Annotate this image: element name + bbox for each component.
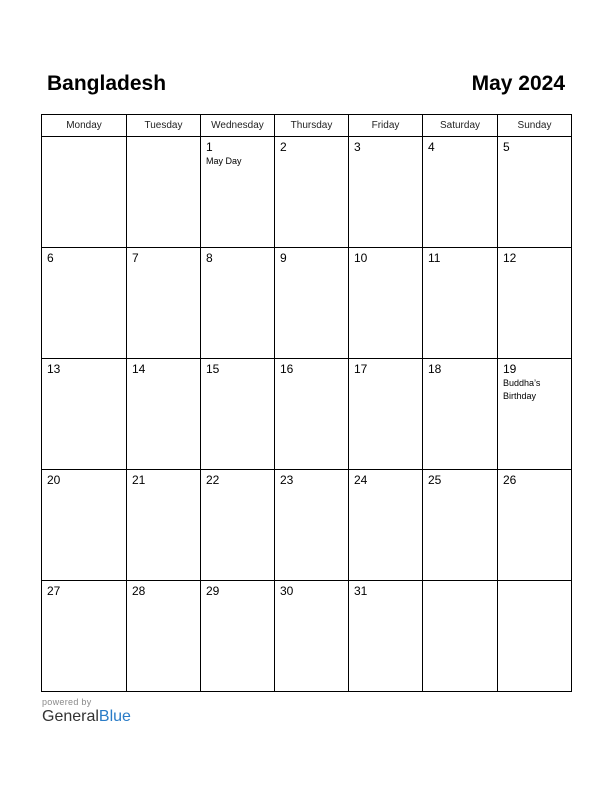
day-cell[interactable] xyxy=(275,137,349,248)
day-number: 23 xyxy=(280,473,294,487)
day-cell[interactable] xyxy=(423,470,498,581)
day-number: 29 xyxy=(206,584,220,598)
weekday-header: Thursday xyxy=(275,115,349,137)
week-row xyxy=(42,470,572,581)
day-number: 9 xyxy=(280,251,287,265)
day-cell[interactable] xyxy=(127,581,201,692)
week-row xyxy=(42,359,572,470)
calendar-grid xyxy=(41,114,572,692)
week-row xyxy=(42,137,572,248)
day-number: 13 xyxy=(47,362,61,376)
day-cell[interactable] xyxy=(423,248,498,359)
day-number: 5 xyxy=(503,140,510,154)
holiday-label: May Day xyxy=(206,156,242,166)
weekday-header: Sunday xyxy=(498,115,572,137)
day-number: 28 xyxy=(132,584,146,598)
day-cell[interactable] xyxy=(498,470,572,581)
powered-by-text: powered by xyxy=(42,697,92,707)
calendar-body xyxy=(42,137,572,692)
day-number: 27 xyxy=(47,584,61,598)
empty-day-cell xyxy=(42,137,127,248)
day-cell[interactable] xyxy=(127,248,201,359)
day-number: 20 xyxy=(47,473,61,487)
day-cell[interactable] xyxy=(498,137,572,248)
day-number: 19 xyxy=(503,362,517,376)
day-number: 1 xyxy=(206,140,213,154)
weekday-header: Wednesday xyxy=(201,115,275,137)
day-cell[interactable] xyxy=(201,359,275,470)
day-cell[interactable] xyxy=(201,137,275,248)
day-number: 7 xyxy=(132,251,139,265)
week-row xyxy=(42,581,572,692)
day-cell[interactable] xyxy=(42,248,127,359)
brand-blue: Blue xyxy=(98,708,131,725)
week-row xyxy=(42,248,572,359)
day-number: 17 xyxy=(354,362,368,376)
day-cell[interactable] xyxy=(349,581,423,692)
day-number: 14 xyxy=(132,362,146,376)
day-cell[interactable] xyxy=(349,137,423,248)
day-number: 22 xyxy=(206,473,220,487)
day-number: 16 xyxy=(280,362,294,376)
empty-day-cell xyxy=(498,581,572,692)
day-number: 30 xyxy=(280,584,294,598)
brand-general: General xyxy=(42,708,99,725)
weekday-header: Friday xyxy=(349,115,423,137)
day-number: 31 xyxy=(354,584,368,598)
day-cell[interactable] xyxy=(498,248,572,359)
day-number: 24 xyxy=(354,473,368,487)
country-title: Bangladesh xyxy=(47,72,167,95)
day-cell[interactable] xyxy=(423,137,498,248)
day-cell[interactable] xyxy=(127,470,201,581)
footer-branding xyxy=(42,697,131,727)
day-cell[interactable] xyxy=(349,470,423,581)
brand-logo[interactable] xyxy=(42,707,131,727)
day-cell[interactable] xyxy=(349,248,423,359)
day-cell[interactable] xyxy=(275,470,349,581)
day-number: 26 xyxy=(503,473,517,487)
day-cell[interactable] xyxy=(201,470,275,581)
day-number: 3 xyxy=(354,140,361,154)
month-year-title: May 2024 xyxy=(471,72,565,95)
day-number: 10 xyxy=(354,251,368,265)
day-number: 8 xyxy=(206,251,213,265)
day-cell[interactable] xyxy=(275,359,349,470)
day-number: 15 xyxy=(206,362,220,376)
day-number: 21 xyxy=(132,473,146,487)
day-cell[interactable] xyxy=(42,470,127,581)
day-cell[interactable] xyxy=(201,248,275,359)
day-number: 12 xyxy=(503,251,517,265)
empty-day-cell xyxy=(127,137,201,248)
day-cell[interactable] xyxy=(423,359,498,470)
weekday-header-row xyxy=(42,115,572,137)
holiday-label: Buddha’s Birthday xyxy=(503,378,541,401)
day-number: 4 xyxy=(428,140,435,154)
day-cell[interactable] xyxy=(349,359,423,470)
day-number: 18 xyxy=(428,362,442,376)
weekday-header: Tuesday xyxy=(127,115,201,137)
day-cell[interactable] xyxy=(42,581,127,692)
day-cell[interactable] xyxy=(201,581,275,692)
day-cell[interactable] xyxy=(498,359,572,470)
day-number: 2 xyxy=(280,140,287,154)
day-number: 11 xyxy=(428,251,441,265)
day-number: 25 xyxy=(428,473,442,487)
empty-day-cell xyxy=(423,581,498,692)
weekday-header: Saturday xyxy=(423,115,498,137)
day-cell[interactable] xyxy=(275,248,349,359)
day-number: 6 xyxy=(47,251,54,265)
day-cell[interactable] xyxy=(275,581,349,692)
day-cell[interactable] xyxy=(42,359,127,470)
day-cell[interactable] xyxy=(127,359,201,470)
weekday-header: Monday xyxy=(42,115,127,137)
